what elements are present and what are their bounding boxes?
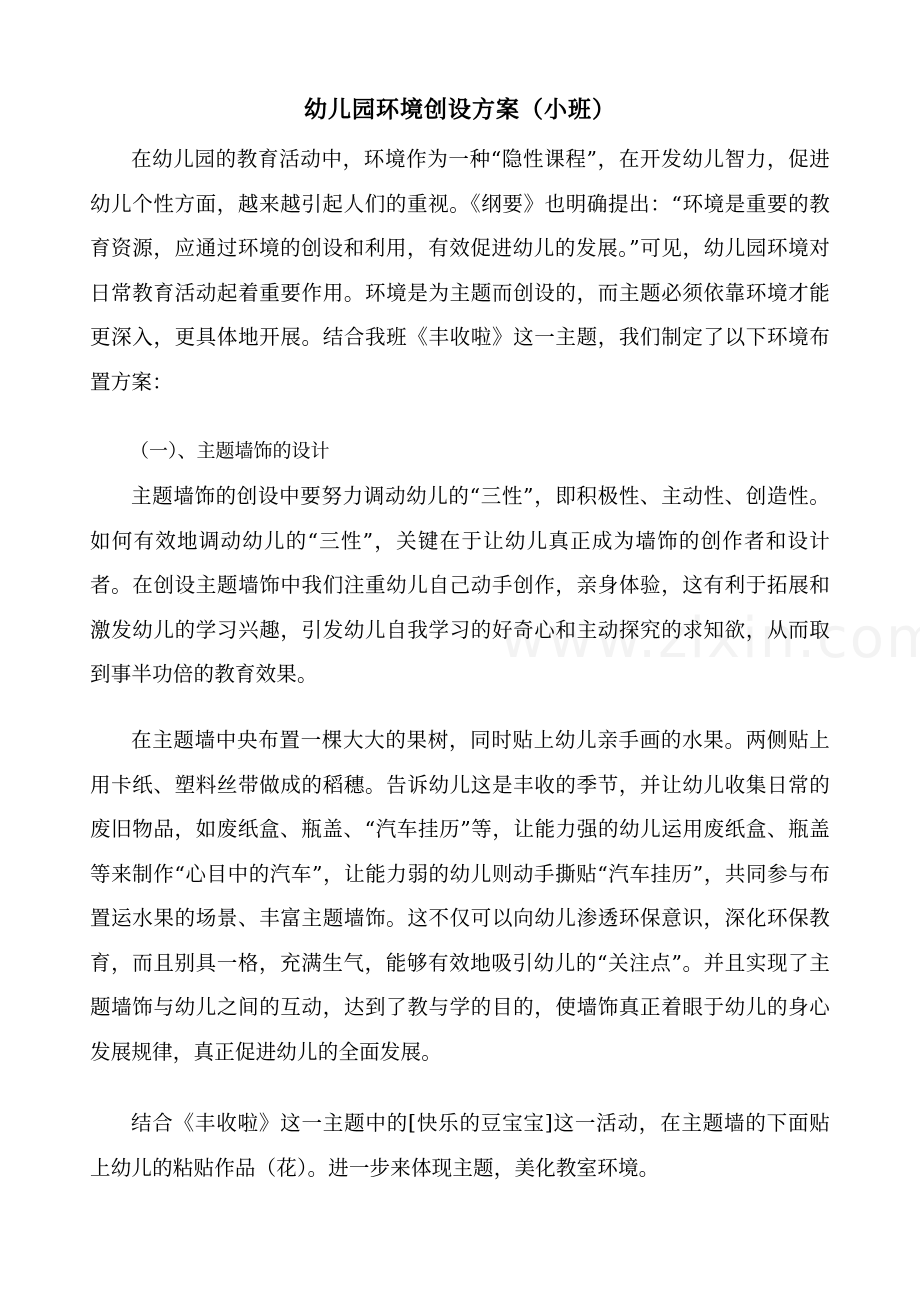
intro-paragraph: 在幼儿园的教育活动中，环境作为一种“隐性课程”，在开发幼儿智力，促进幼儿个性方面，越来越引起人们的重视。《纲要》也明确提出：“环境是重要的教育资源，应通过环境的创设和利用，有效促进幼儿的发展。”可见，幼儿园环境对日常教育活动起着重要作用。环境是为主题而创设的，而主题必须依靠环境才能更深入，更具体地开展。结合我班《丰收啦》这一主题，我们制定了以下环境布置方案： <box>90 147 830 394</box>
body-paragraph-2: 主题墙饰的创设中要努力调动幼儿的“三性”，即积极性、主动性、创造性。如何有效地调动幼儿的“三性”，关键在于让幼儿真正成为墙饰的创作者和设计者。在创设主题墙饰中我们注重幼儿自己动手创作，亲身体验，这有利于拓展和激发幼儿的学习兴趣，引发幼儿自我学习的好奇心和主动探究的求知欲，从而取到事半功倍的教育效果。 <box>90 484 830 686</box>
body-paragraph-4: 结合《丰收啦》这一主题中的[快乐的豆宝宝]这一活动，在主题墙的下面贴上幼儿的粘贴作品（花）。进一步来体现主题，美化教室环境。 <box>90 1111 830 1180</box>
body-paragraph-3: 在主题墙中央布置一棵大大的果树，同时贴上幼儿亲手画的水果。两侧贴上用卡纸、塑料丝带做成的稻穗。告诉幼儿这是丰收的季节，并让幼儿收集日常的废旧物品，如废纸盒、瓶盖、“汽车挂历”等，让能力强的幼儿运用废纸盒、瓶盖等来制作“心目中的汽车”，让能力弱的幼儿则动手撕贴“汽车挂历”，共同参与布置运水果的场景、丰富主题墙饰。这不仅可以向幼儿渗透环保意识，深化环保教育，而且别具一格，充满生气，能够有效地吸引幼儿的“关注点”。并且实现了主题墙饰与幼儿之间的互动，达到了教与学的目的，使墙饰真正着眼于幼儿的身心发展规律，真正促进幼儿的全面发展。 <box>90 728 830 1064</box>
document-title: 幼儿园环境创设方案（小班） <box>304 96 616 123</box>
section-heading: （一）、主题墙饰的设计 <box>130 440 330 462</box>
